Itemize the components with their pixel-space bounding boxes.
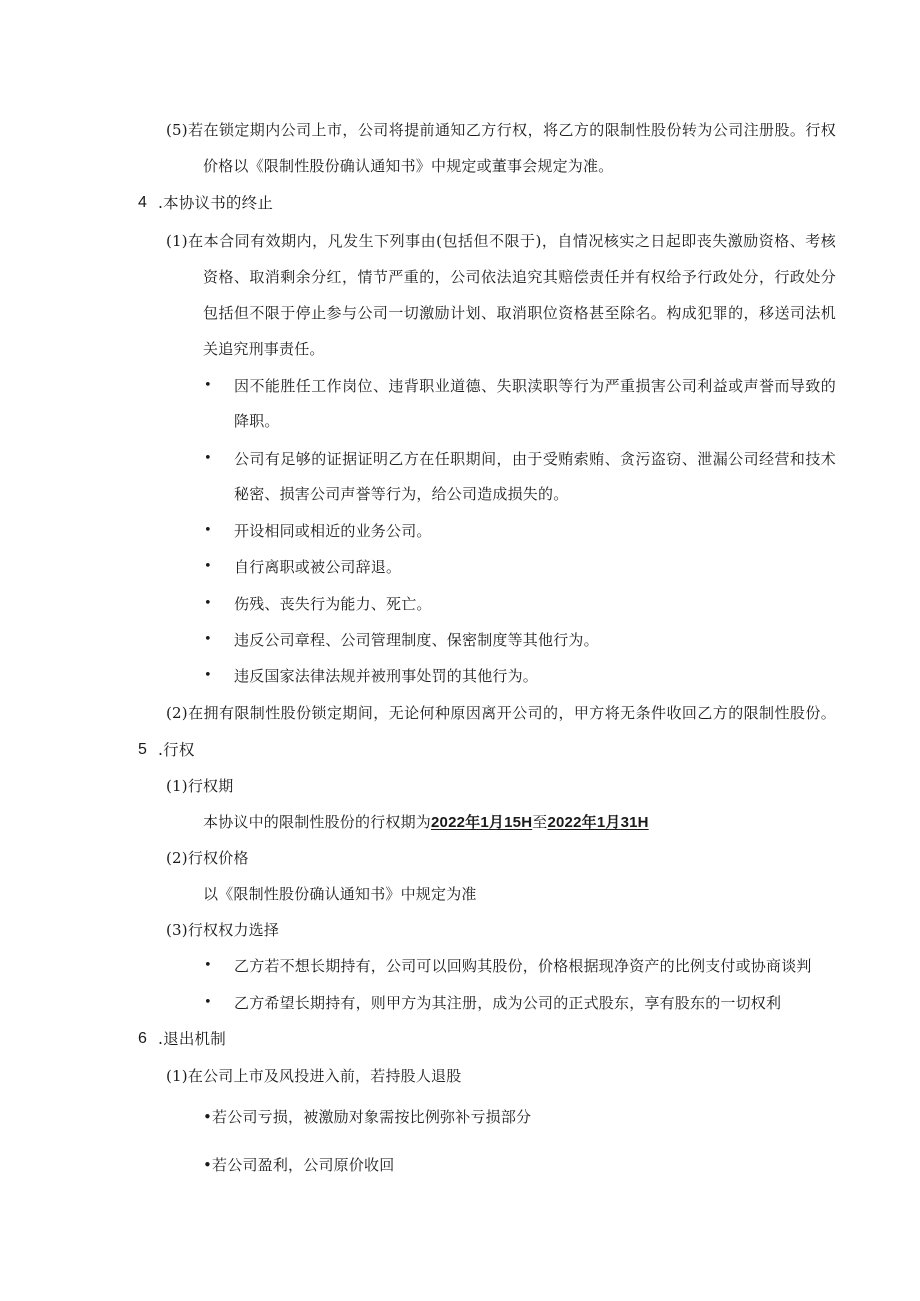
termination-bullet-2-line-1: 公司有足够的证据证明乙方在任职期间，由于受贿索贿、贪污盗窃、泄漏公司经营和技术 (234, 450, 836, 468)
bullet-icon: • (204, 668, 212, 683)
bullet-icon: • (204, 559, 212, 574)
bullet-icon: • (204, 995, 212, 1010)
section-4-title: .本协议书的终止 (158, 194, 274, 212)
exit-item-1: (1)在公司上市及风投进入前，若持股人退股 (166, 1067, 462, 1085)
section-4-item-1-line-1: (1)在本合同有效期内，凡发生下列事由(包括但不限于)，自情况核实之日起即丧失激励资格、考核 (166, 232, 836, 250)
exercise-period-label: (1)行权期 (166, 777, 234, 795)
section-6-title: .退出机制 (158, 1030, 226, 1048)
item-5-line-1: (5)若在锁定期内公司上市，公司将提前通知乙方行权，将乙方的限制性股份转为公司注册股。行权 (166, 121, 836, 139)
bullet-icon: • (204, 523, 212, 538)
termination-bullet-1-line-1: 因不能胜任工作岗位、违背职业道德、失职渎职等行为严重损害公司利益或声誉而导致的 (234, 377, 836, 395)
termination-bullet-7: 违反国家法律法规并被刑事处罚的其他行为。 (234, 667, 539, 685)
exercise-period-end: 2022年1月31H (547, 814, 649, 831)
section-5-number: 5 (138, 741, 147, 758)
exit-sub-bullet-2: •若公司盈利，公司原价收回 (203, 1156, 395, 1174)
termination-bullet-4: 自行离职或被公司辞退。 (234, 558, 402, 576)
termination-bullet-1-line-2: 降职。 (234, 412, 280, 430)
termination-bullet-3: 开设相同或相近的业务公司。 (234, 522, 432, 540)
termination-bullet-6: 违反公司章程、公司管理制度、保密制度等其他行为。 (234, 631, 599, 649)
exercise-choice-label: (3)行权权力选择 (166, 921, 280, 939)
bullet-icon: • (204, 632, 212, 647)
exercise-period-prefix: 本协议中的限制性股份的行权期为 (203, 813, 432, 831)
exercise-period-text (203, 812, 649, 833)
section-5-title: .行权 (158, 741, 195, 759)
bullet-icon: • (204, 958, 212, 973)
section-4-number: 4 (138, 194, 147, 211)
section-4-item-1-line-4: 关追究刑事责任。 (203, 340, 325, 358)
exercise-period-start: 2022年1月15H (431, 814, 533, 831)
exit-sub-bullet-1: •若公司亏损，被激励对象需按比例弥补亏损部分 (203, 1108, 532, 1126)
section-4-item-1-line-3: 包括但不限于停止参与公司一切激励计划、取消职位资格甚至除名。构成犯罪的，移送司法机 (203, 304, 836, 322)
section-4-item-2: (2)在拥有限制性股份锁定期间，无论何种原因离开公司的，甲方将无条件收回乙方的限制性股份。 (166, 704, 836, 722)
exercise-choice-1: 乙方若不想长期持有，公司可以回购其股份，价格根据现净资产的比例支付或协商谈判 (234, 957, 812, 975)
section-6-number: 6 (138, 1030, 147, 1047)
exercise-period-mid: 至 (532, 813, 548, 831)
termination-bullet-5: 伤残、丧失行为能力、死亡。 (234, 595, 432, 613)
exercise-price-label: (2)行权价格 (166, 849, 249, 867)
exercise-price-text: 以《限制性股份确认通知书》中规定为准 (203, 885, 477, 903)
section-4-item-1-line-2: 资格、取消剩余分红，情节严重的，公司依法追究其赔偿责任并有权给予行政处分，行政处分 (203, 268, 836, 286)
bullet-icon: • (204, 451, 212, 466)
termination-bullet-2-line-2: 秘密、损害公司声誉等行为，给公司造成损失的。 (234, 485, 569, 503)
bullet-icon: • (204, 378, 212, 393)
exercise-choice-2: 乙方希望长期持有，则甲方为其注册，成为公司的正式股东，享有股东的一切权利 (234, 994, 782, 1012)
item-5-line-2: 价格以《限制性股份确认通知书》中规定或董事会规定为准。 (203, 157, 614, 175)
bullet-icon: • (204, 596, 212, 611)
